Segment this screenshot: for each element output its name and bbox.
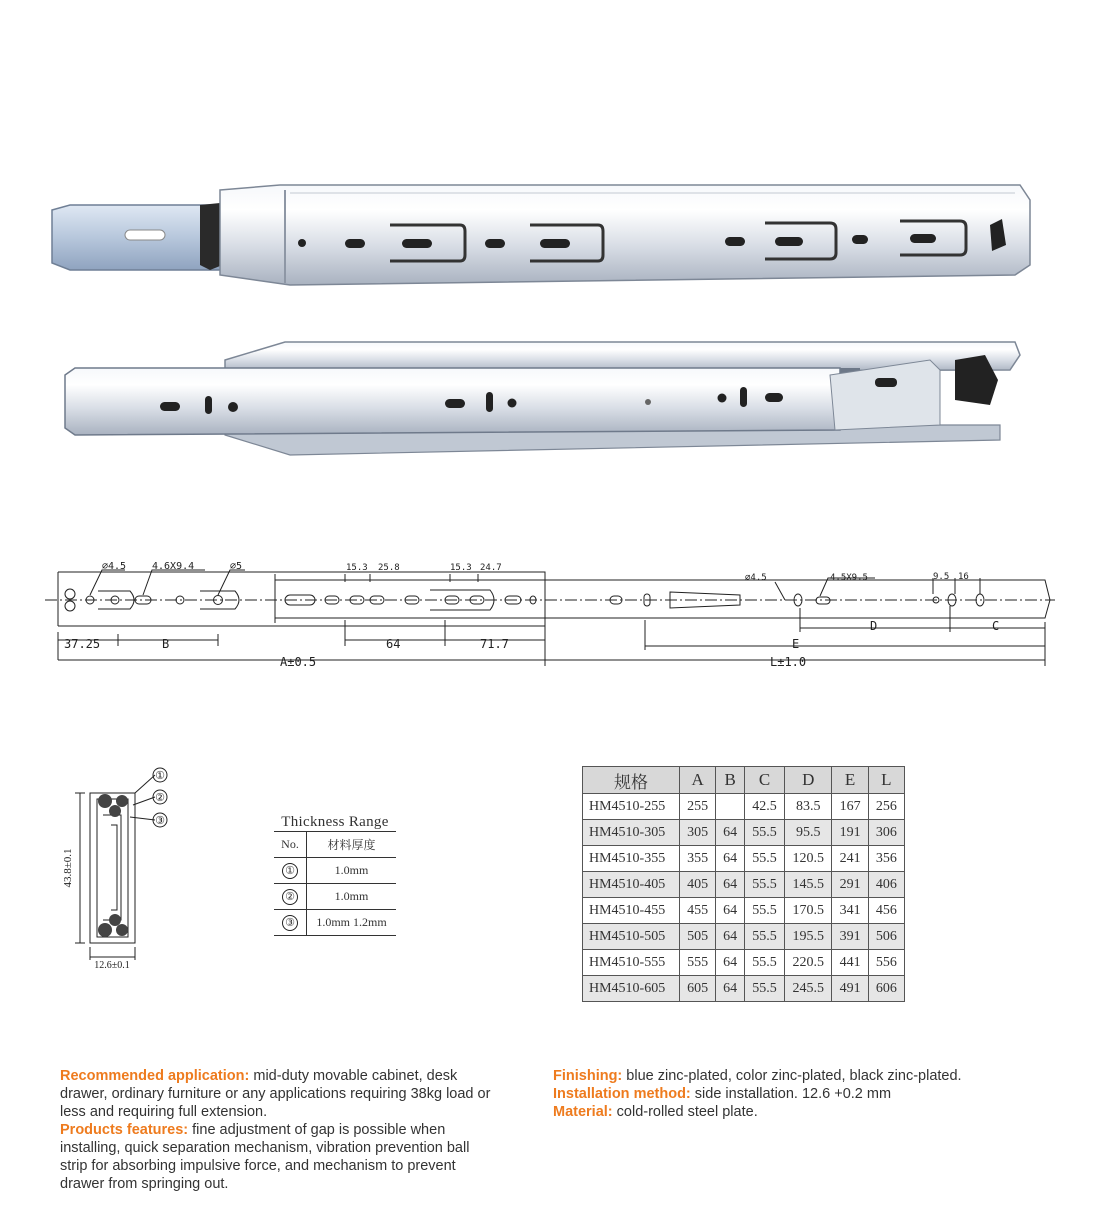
spec-value-cell: 406: [868, 872, 904, 898]
thickness-row: [274, 858, 396, 884]
spec-value-cell: [716, 794, 745, 820]
spec-value-cell: 245.5: [785, 976, 832, 1002]
spec-value-cell: 55.5: [745, 872, 785, 898]
thickness-no: ③: [282, 915, 298, 931]
spec-row: [583, 820, 905, 846]
dim-label: 16: [958, 572, 969, 582]
spec-header: A: [680, 767, 716, 794]
finishing: Finishing: blue zinc-plated, color zinc-plated, black zinc-plated.: [553, 1068, 962, 1084]
spec-value-cell: 606: [868, 976, 904, 1002]
spec-value-cell: 55.5: [745, 846, 785, 872]
spec-value-cell: 83.5: [785, 794, 832, 820]
spec-value-cell: 505: [680, 924, 716, 950]
slide-photo-top: [40, 175, 1040, 295]
profile-width-label: 12.6±0.1: [94, 960, 130, 970]
spec-model-cell: HM4510-355: [583, 846, 680, 872]
profile-cross-section: [55, 765, 185, 970]
spec-value-cell: 64: [716, 924, 745, 950]
dim-label: ⌀5: [230, 561, 243, 572]
dim-label: 9.5: [933, 572, 950, 582]
spec-row: [583, 898, 905, 924]
thickness-table: [274, 814, 396, 936]
spec-value-cell: 306: [868, 820, 904, 846]
spec-model-cell: HM4510-255: [583, 794, 680, 820]
spec-value-cell: 556: [868, 950, 904, 976]
spec-value-cell: 605: [680, 976, 716, 1002]
slide-photo-bottom: [50, 330, 1030, 460]
dim-label: E: [792, 637, 800, 651]
spec-value-cell: 256: [868, 794, 904, 820]
spec-model-cell: HM4510-605: [583, 976, 680, 1002]
thickness-no: ①: [282, 863, 298, 879]
spec-header: C: [745, 767, 785, 794]
spec-value-cell: 64: [716, 872, 745, 898]
spec-model-cell: HM4510-405: [583, 872, 680, 898]
dim-label: L±1.0: [770, 655, 807, 669]
thickness-row: [274, 884, 396, 910]
spec-row: [583, 976, 905, 1002]
description-right: [553, 1067, 1023, 1121]
spec-value-cell: 64: [716, 820, 745, 846]
spec-value-cell: 555: [680, 950, 716, 976]
spec-row: [583, 924, 905, 950]
spec-value-cell: 405: [680, 872, 716, 898]
products-features: Products features: fine adjustment of gap is possible when installing, quick separation mechanism, vibration prevention ball strip for absorbing impulsive force, and mechanism to prevent drawer from springing out.: [60, 1122, 470, 1192]
spec-value-cell: 55.5: [745, 820, 785, 846]
spec-value-cell: 491: [832, 976, 868, 1002]
dim-label: 4.6X9.4: [152, 561, 195, 572]
spec-value-cell: 341: [832, 898, 868, 924]
spec-value-cell: 506: [868, 924, 904, 950]
spec-row: [583, 794, 905, 820]
spec-header: 规格: [583, 767, 680, 794]
spec-value-cell: 167: [832, 794, 868, 820]
thickness-row: [274, 910, 396, 936]
spec-value-cell: 55.5: [745, 924, 785, 950]
dim-label: 71.7: [480, 637, 509, 651]
technical-drawing: [40, 560, 1070, 675]
dim-label: 64: [386, 637, 401, 651]
spec-value-cell: 95.5: [785, 820, 832, 846]
spec-value-cell: 170.5: [785, 898, 832, 924]
spec-model-cell: HM4510-555: [583, 950, 680, 976]
dim-label: 24.7: [480, 563, 502, 573]
thickness-no: ②: [282, 889, 298, 905]
thickness-header-no: No.: [274, 832, 307, 858]
spec-value-cell: 145.5: [785, 872, 832, 898]
profile-marker: ②: [155, 792, 165, 804]
dim-label: B: [162, 637, 170, 651]
spec-table: [582, 766, 905, 1002]
spec-value-cell: 305: [680, 820, 716, 846]
spec-model-cell: HM4510-305: [583, 820, 680, 846]
spec-value-cell: 391: [832, 924, 868, 950]
spec-row: [583, 950, 905, 976]
thickness-title: Thickness Range: [281, 814, 389, 830]
spec-row: [583, 872, 905, 898]
spec-value-cell: 441: [832, 950, 868, 976]
description-left: [60, 1067, 500, 1193]
spec-value-cell: 191: [832, 820, 868, 846]
dim-label: 37.25: [64, 637, 101, 651]
spec-value-cell: 64: [716, 950, 745, 976]
profile-height-label: 43.8±0.1: [62, 848, 74, 888]
dim-label: D: [870, 619, 878, 633]
spec-header: L: [868, 767, 904, 794]
spec-model-cell: HM4510-455: [583, 898, 680, 924]
spec-value-cell: 64: [716, 976, 745, 1002]
dim-label: A±0.5: [280, 655, 317, 669]
profile-marker: ①: [155, 770, 165, 782]
spec-value-cell: 455: [680, 898, 716, 924]
spec-value-cell: 291: [832, 872, 868, 898]
spec-row: [583, 846, 905, 872]
thickness-value: 1.0mm 1.2mm: [307, 910, 397, 936]
thickness-value: 1.0mm: [307, 858, 397, 884]
spec-value-cell: 64: [716, 898, 745, 924]
spec-value-cell: 255: [680, 794, 716, 820]
dim-label: 25.8: [378, 563, 400, 573]
spec-value-cell: 456: [868, 898, 904, 924]
spec-value-cell: 356: [868, 846, 904, 872]
spec-header: B: [716, 767, 745, 794]
spec-value-cell: 55.5: [745, 898, 785, 924]
dim-label: 4.5X9.5: [830, 573, 868, 583]
dim-label: 15.3: [450, 563, 472, 573]
thickness-value: 1.0mm: [307, 884, 397, 910]
dim-label: ⌀4.5: [745, 573, 767, 583]
spec-value-cell: 120.5: [785, 846, 832, 872]
dim-label: C: [992, 619, 1000, 633]
recommended-application: Recommended application: mid-duty movable cabinet, desk drawer, ordinary furniture or any applications requiring 38kg load or less and requiring full extension.: [60, 1068, 491, 1120]
spec-value-cell: 241: [832, 846, 868, 872]
installation-method: Installation method: side installation. 12.6 +0.2 mm: [553, 1086, 892, 1102]
dim-label: ⌀4.5: [102, 561, 127, 572]
spec-header: E: [832, 767, 868, 794]
profile-marker: ③: [155, 815, 165, 827]
thickness-header-value: 材料厚度: [307, 832, 397, 858]
spec-value-cell: 220.5: [785, 950, 832, 976]
spec-value-cell: 55.5: [745, 950, 785, 976]
dim-label: 15.3: [346, 563, 368, 573]
spec-value-cell: 55.5: [745, 976, 785, 1002]
spec-value-cell: 355: [680, 846, 716, 872]
spec-value-cell: 64: [716, 846, 745, 872]
spec-header: D: [785, 767, 832, 794]
material: Material: cold-rolled steel plate.: [553, 1104, 758, 1120]
spec-model-cell: HM4510-505: [583, 924, 680, 950]
spec-value-cell: 42.5: [745, 794, 785, 820]
spec-value-cell: 195.5: [785, 924, 832, 950]
